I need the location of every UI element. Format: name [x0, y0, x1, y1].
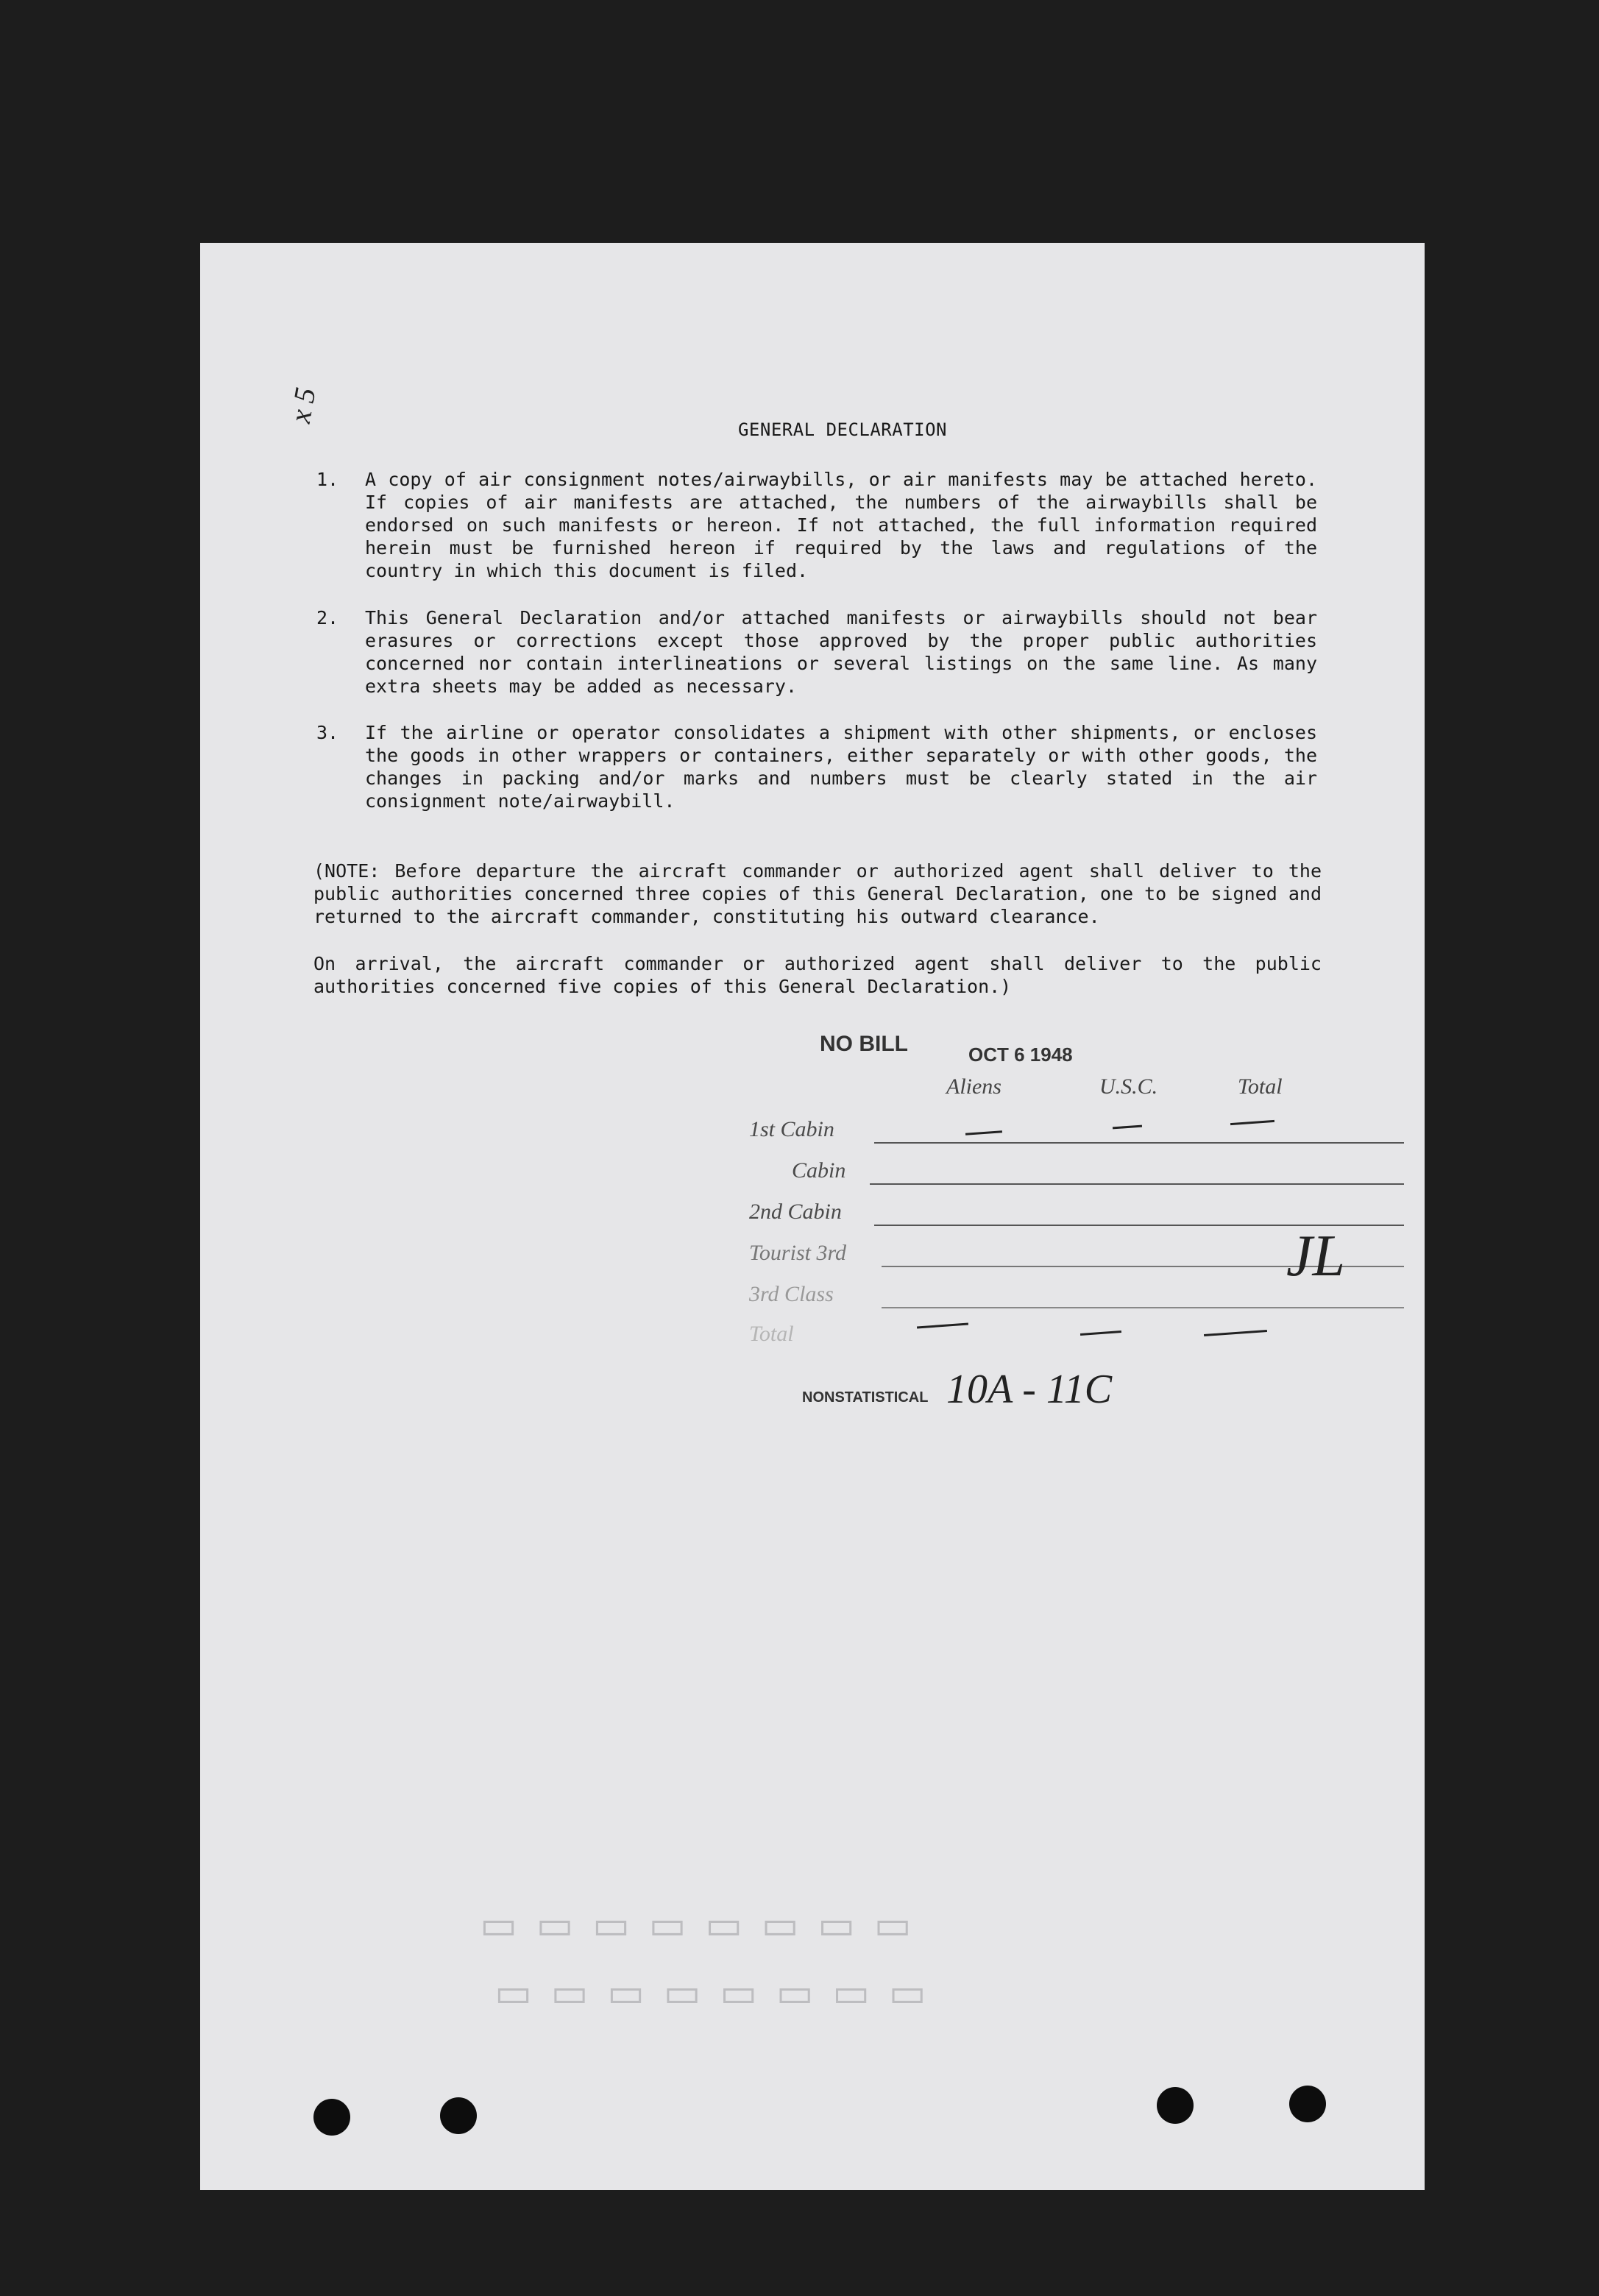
- punch-hole: [440, 2097, 477, 2134]
- document-page: [200, 243, 1425, 2190]
- row-line: [874, 1142, 1404, 1144]
- tick-mark: [1080, 1331, 1121, 1336]
- tick-mark: [1230, 1120, 1274, 1125]
- item-text: If the airline or operator consolidates a shipment with other shipments, or encloses the goods in other wrappers or containers, either separately or with other goods, the changes in packing and/or marks and numbers must be clearly stated in the air consignment note/airwaybill.: [365, 722, 1317, 812]
- inspector-initials: JL: [1286, 1224, 1345, 1289]
- departure-note: (NOTE: Before departure the aircraft commander or authorized agent shall deliver to the public authorities concerned three copies of this General Declaration, one to be signed and returned to the aircraft commander, constituting his outward clearance.: [313, 860, 1322, 927]
- item-number: 3.: [316, 722, 339, 743]
- date-stamp: OCT 6 1948: [968, 1044, 1073, 1066]
- row-label: 3rd Class: [749, 1282, 834, 1306]
- nonstatistical-stamp: NONSTATISTICAL: [802, 1389, 929, 1406]
- item-number: 1.: [316, 469, 339, 490]
- corner-handwritten-mark: x 5: [283, 385, 322, 425]
- row-label: Tourist 3rd: [749, 1241, 847, 1265]
- no-bill-stamp: NO BILL: [820, 1032, 908, 1056]
- arrival-note: On arrival, the aircraft commander or authorized agent shall deliver to the public authorities concerned five copies of this General Declaration.): [313, 953, 1322, 997]
- tick-mark: [965, 1130, 1002, 1135]
- column-total: Total: [1238, 1074, 1283, 1099]
- row-line: [870, 1183, 1404, 1185]
- bleed-through-text: ▭ ▭ ▭ ▭ ▭ ▭ ▭ ▭: [480, 1903, 916, 1947]
- tick-mark: [1113, 1125, 1142, 1130]
- bleed-through-text: ▭ ▭ ▭ ▭ ▭ ▭ ▭ ▭: [494, 1971, 931, 2015]
- column-aliens: Aliens: [946, 1074, 1001, 1099]
- tick-mark: [1204, 1330, 1267, 1336]
- item-text: A copy of air consignment notes/airwaybills, or air manifests may be attached hereto. If copies of air manifests are attached, the numbers of the airwaybills shall be endorsed on such manifests or hereon. If not attached, the full information required herein must be furnished hereon if required by the laws and regulations of the country in which this document is filed.: [365, 469, 1317, 581]
- row-label: 2nd Cabin: [749, 1200, 842, 1224]
- punch-hole: [313, 2099, 350, 2136]
- punch-hole: [1289, 2086, 1326, 2122]
- row-label: 1st Cabin: [749, 1117, 834, 1141]
- document-title: GENERAL DECLARATION: [737, 419, 948, 440]
- row-line: [882, 1307, 1404, 1308]
- handwritten-code: 10A - 11C: [946, 1367, 1113, 1412]
- item-text: This General Declaration and/or attached manifests or airwaybills should not bear erasures or corrections except those approved by the proper public authorities concerned nor contain interlineations or several listings on the same line. As many extra sheets may be added as necessary.: [365, 607, 1317, 697]
- row-label: Cabin: [792, 1158, 846, 1183]
- punch-hole: [1157, 2087, 1194, 2124]
- row-label: Total: [749, 1322, 794, 1346]
- column-usc: U.S.C.: [1099, 1074, 1158, 1099]
- tick-mark: [917, 1323, 968, 1329]
- item-number: 2.: [316, 607, 339, 628]
